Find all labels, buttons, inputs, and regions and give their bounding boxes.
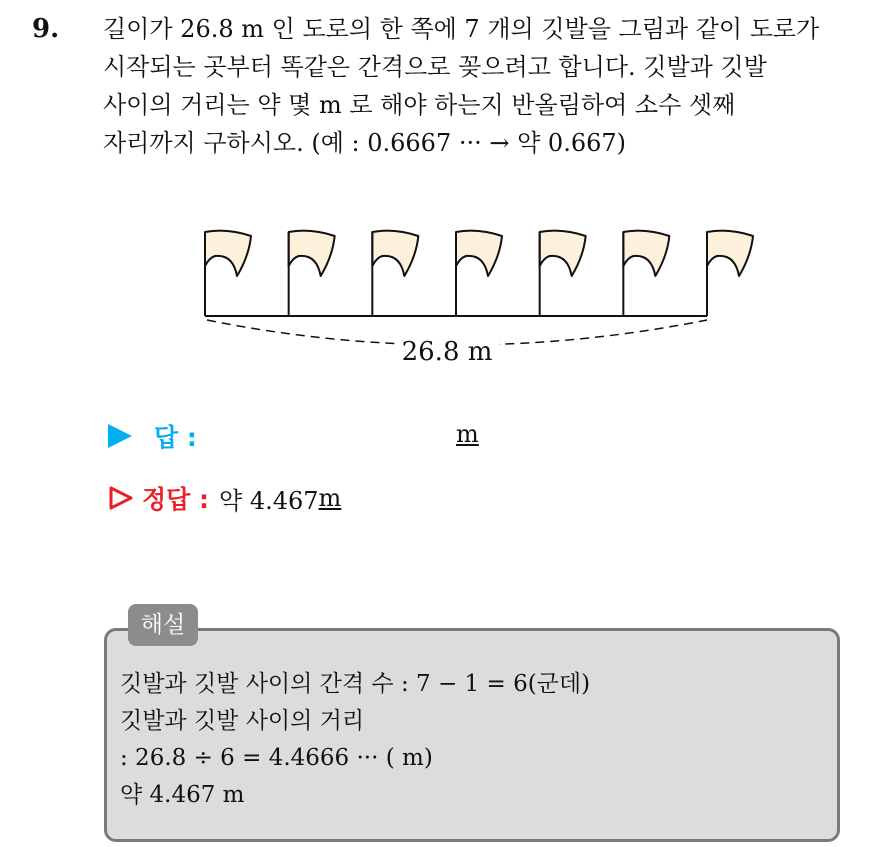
flag: [456, 231, 502, 316]
play-arrow-icon: [108, 424, 132, 448]
solution-line: 약 4.467 m: [120, 782, 245, 808]
correct-answer-value: 약 4.467: [219, 486, 319, 515]
flag-cloth: [540, 231, 586, 276]
flag: [289, 231, 335, 316]
flags-group: [205, 231, 753, 316]
solution-line: 깃발과 깃발 사이의 간격 수 : 7 − 1 = 6(군데): [120, 671, 591, 697]
flag-cloth: [623, 231, 669, 276]
distance-label: 26.8 m: [401, 337, 493, 367]
flag: [707, 231, 753, 316]
solution-line: 깃발과 깃발 사이의 거리: [120, 708, 365, 734]
flag-cloth: [205, 231, 251, 276]
flag-cloth: [372, 231, 418, 276]
flag: [540, 231, 586, 316]
solution-text: [120, 666, 820, 814]
solution-line: : 26.8 ÷ 6 = 4.4666 ··· ( m): [120, 745, 433, 771]
road-flags-figure: [195, 220, 765, 370]
flag-cloth: [707, 231, 753, 276]
question-line: 시작되는 곳부터 똑같은 간격으로 꽂으려고 합니다. 깃발과 깃발: [103, 53, 767, 81]
solution-tag: 해설: [128, 604, 198, 646]
answer-row: [108, 418, 197, 454]
answer-label: 답 :: [154, 423, 197, 452]
flag: [372, 231, 418, 316]
question-line: 길이가 26.8 m 인 도로의 한 쪽에 7 개의 깃발을 그림과 같이 도로가: [103, 15, 820, 43]
flag-cloth: [289, 231, 335, 276]
correct-answer-row: [108, 480, 341, 516]
flag: [205, 231, 251, 316]
answer-unit: m: [456, 420, 479, 448]
question-line: 자리까지 구하시오. (예 : 0.6667 ··· → 약 0.667): [103, 129, 626, 157]
question-line: 사이의 거리는 약 몇 m 로 해야 하는지 반올림하여 소수 셋째: [103, 91, 736, 119]
correct-answer-unit: m: [318, 484, 342, 512]
outline-arrow-icon: [108, 485, 134, 511]
question-text: [103, 10, 863, 162]
correct-answer-label: 정답 :: [142, 485, 210, 514]
flag: [623, 231, 669, 316]
question-number: 9.: [32, 14, 60, 44]
flag-cloth: [456, 231, 502, 276]
